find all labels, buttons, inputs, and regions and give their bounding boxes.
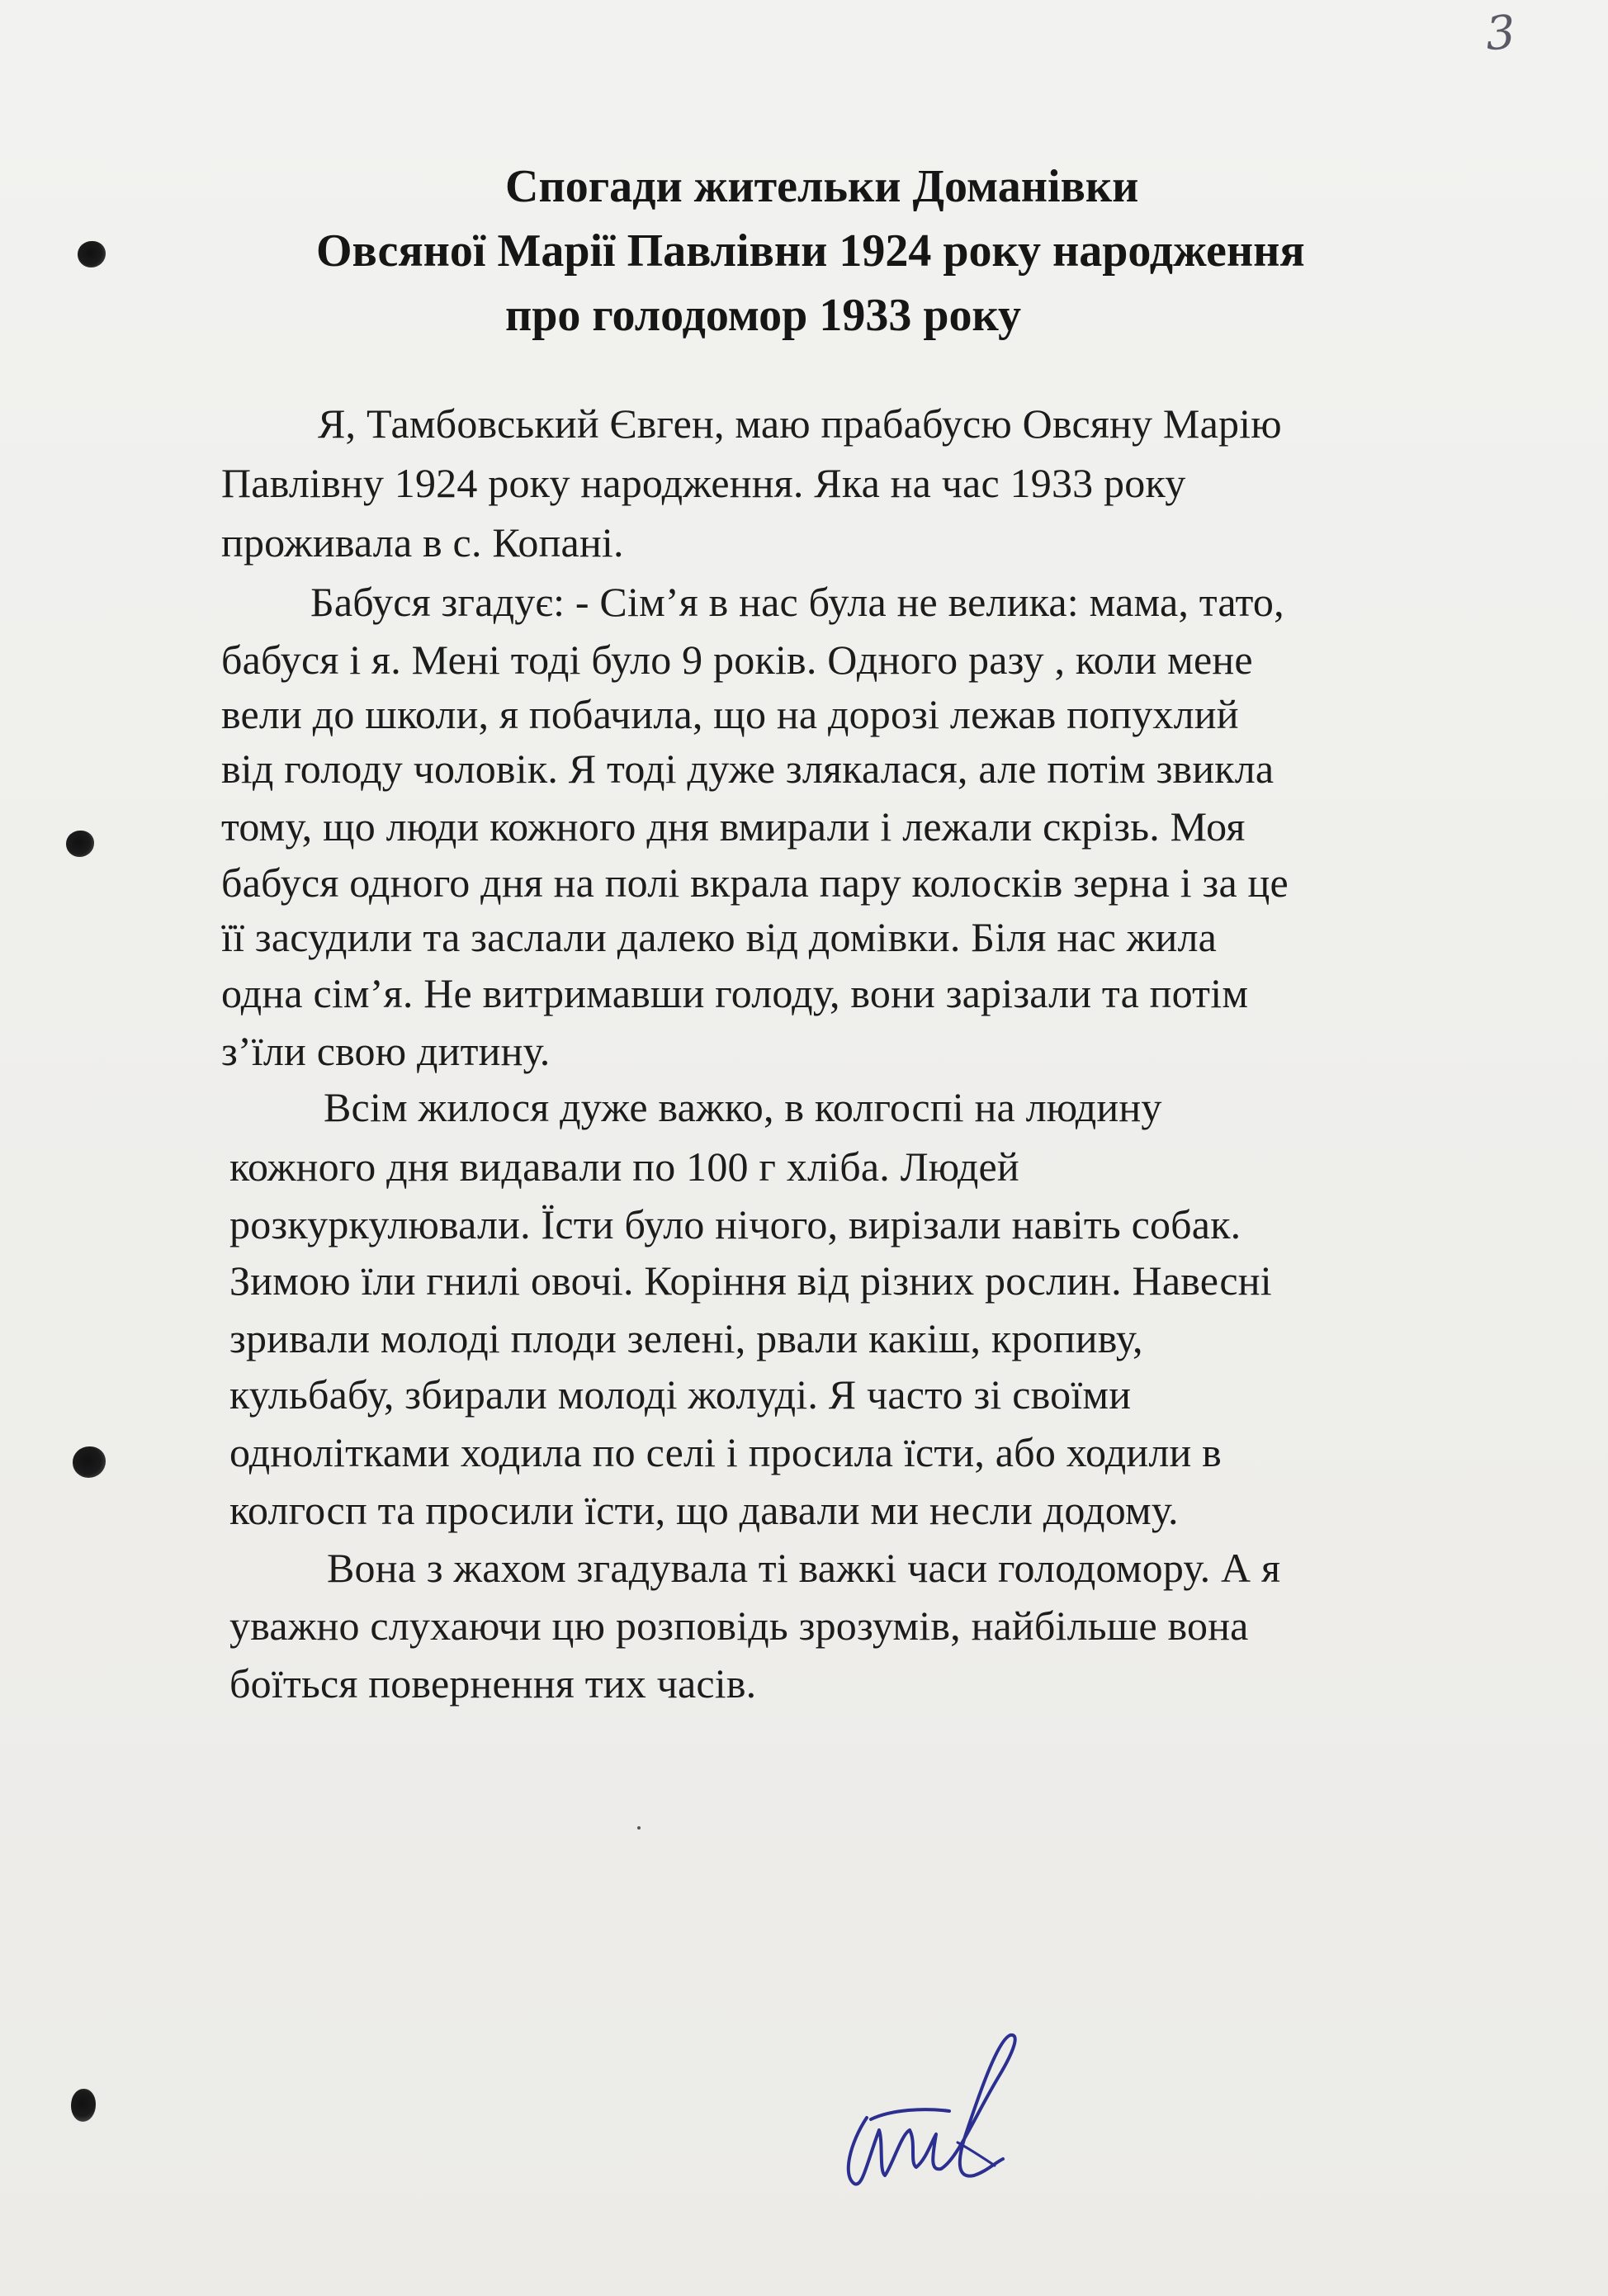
body-line: колгосп та просили їсти, що давали ми несли додому. [229,1487,1179,1533]
body-line: Павлівну 1924 року народження. Яка на час 1933 року [221,460,1186,506]
body-line: тому, що люди кожного дня вмирали і лежали скрізь. Моя [221,803,1246,850]
body-line: однолітками ходила по селі і просила їсти, або ходили в [229,1429,1222,1475]
punch-hole-2 [66,831,94,857]
title-line-2: Овсяної Марії Павлівни 1924 року народження [316,225,1305,277]
body-line: її засудили та заслали далеко від домівки. Біля нас жила [221,914,1218,960]
body-line: зривали молоді плоди зелені, рвали какіш, кропиву, [229,1315,1143,1361]
body-line: проживала в с. Копані. [221,519,624,566]
body-line: з’їли свою дитину. [221,1028,551,1074]
punch-hole-1 [78,241,106,267]
body-line: уважно слухаючи цю розповідь зрозумів, найбільше вона [229,1602,1249,1649]
page-number: 3 [1483,5,1517,62]
body-line: Всім жилося дуже важко, в колгоспі на людину [324,1084,1162,1130]
body-line: Вона з жахом згадувала ті важкі часи голодомору. А я [327,1545,1281,1591]
punch-hole-4 [71,2089,96,2122]
body-line: Я, Тамбовський Євген, маю прабабусю Овсяну Марію [318,400,1282,447]
punch-hole-3 [73,1446,106,1478]
title-line-3: про голодомор 1933 року [505,290,1021,341]
body-line: бабуся одного дня на полі вкрала пару колосків зерна і за це [221,859,1289,906]
body-line: одна сім’я. Не витримавши голоду, вони зарізали та потім [221,970,1249,1016]
body-line: від голоду чоловік. Я тоді дуже злякалася, але потім звикла [221,746,1275,792]
stray-mark [637,1826,641,1830]
body-line: Зимою їли гнилі овочі. Коріння від різних рослин. Навесні [229,1257,1272,1304]
body-line: боїться повернення тих часів. [229,1660,757,1707]
signature [834,2019,1081,2217]
body-line: розкуркулювали. Їсти було нічого, вирізали навіть собак. [229,1201,1241,1247]
body-line: кожного дня видавали по 100 г хліба. Людей [229,1143,1019,1190]
body-line: бабуся і я. Мені тоді було 9 років. Одного разу , коли мене [221,637,1253,683]
body-line: кульбабу, збирали молоді жолуді. Я часто зі своїми [229,1371,1132,1418]
body-line: Бабуся згадує: - Сім’я в нас була не велика: мама, тато, [310,579,1284,625]
body-line: вели до школи, я побачила, що на дорозі лежав попухлий [221,691,1239,737]
title-line-1: Спогади жительки Доманівки [505,161,1139,212]
